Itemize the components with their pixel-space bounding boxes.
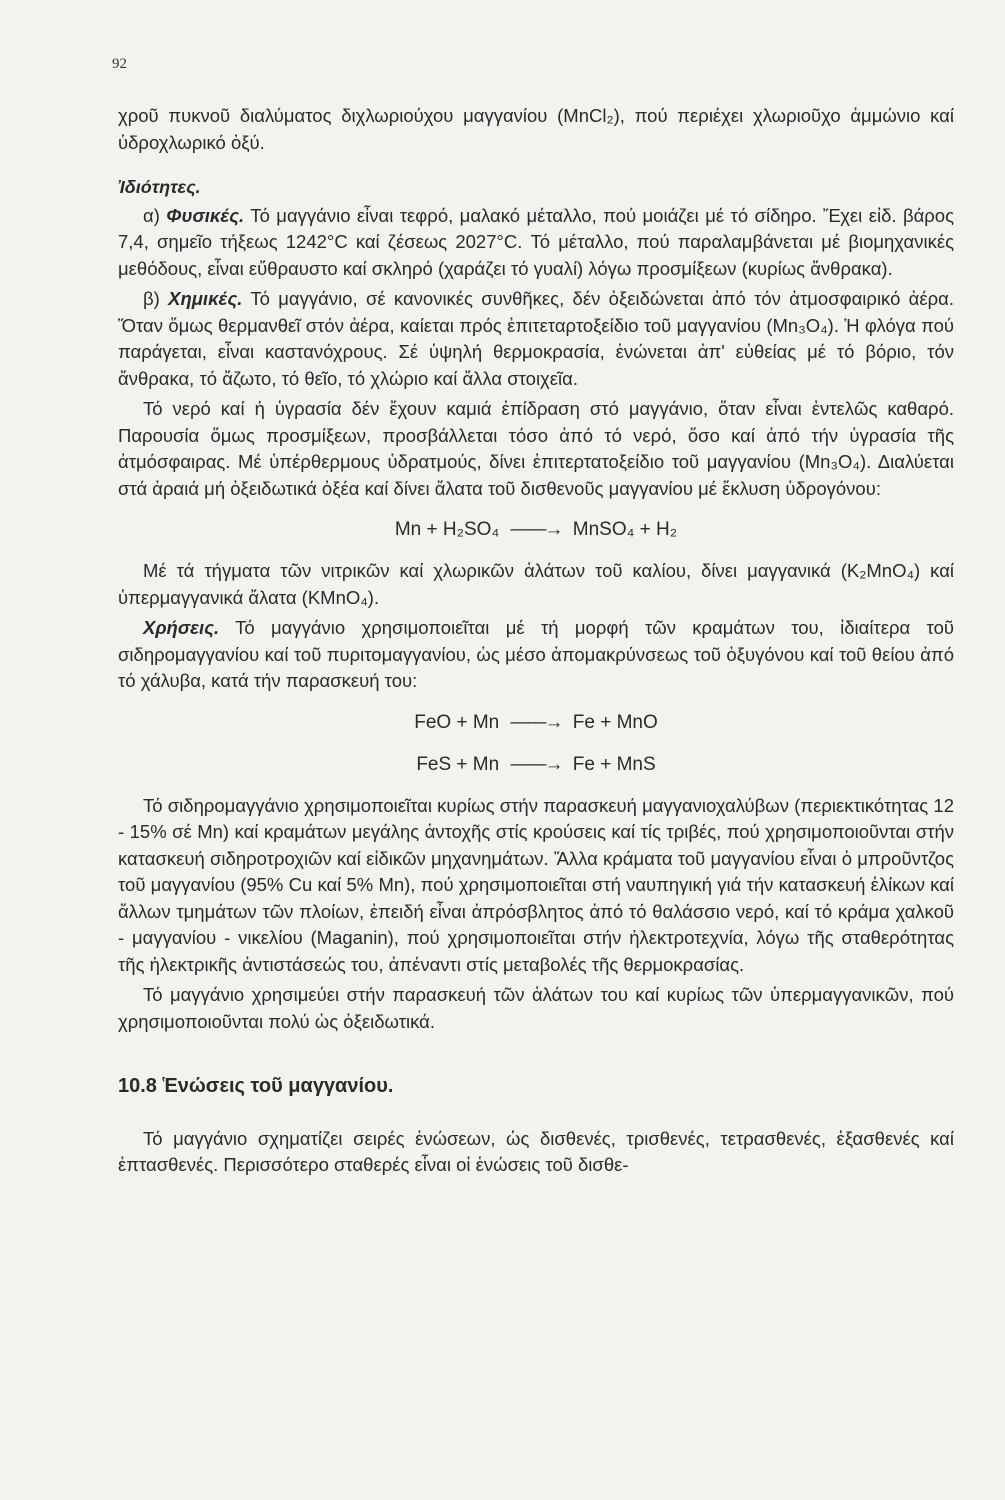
equation-right: Fe + MnS (572, 753, 656, 775)
paragraph-chemical (118, 286, 954, 392)
section-number: 10.8 (118, 1075, 157, 1097)
paragraph-ferromanganese: Τό σιδηρομαγγάνιο χρησιμοποιεῖται κυρίως στήν παρασκευή μαγγανιοχαλύβων (περιεκτικότητας 12 - 15% σέ Mn) καί κραμάτων μεγάλης ἀντοχῆς στίς κρούσεις καί τίς τριβές, πού χρησιμοποιοῦνται στήν κατασκευή σιδηροτροχιῶν καί εἰδικῶν μηχανημάτων. Ἄλλα κράματα τοῦ μαγγανίου εἶναι ὁ μπροῦντζος τοῦ μαγγανίου (95% Cu καί 5% Mn), πού χρησιμοποιεῖται στή ναυπηγική γιά τήν κατασκευή ἑλίκων καί ἄλλων τμημάτων τῶν πλοίων, ἐπειδή εἶναι ἀπρόσβλητος ἀπό τό θαλάσσιο νερό, καί τό κράμα χαλκοῦ - μαγγανίου - νικελίου (Maganin), πού χρησιμοποιεῖται στήν ἠλεκτροτεχνία, λόγω τῆς σταθερότητας τῆς ἠλεκτρικῆς ἀντιστάσεώς του, ἀπέναντι στίς μεταβολές τῆς θερμοκρασίας. (118, 794, 954, 975)
equation-left: Mn + H₂SO₄ (394, 519, 500, 540)
equation-right: Fe + MnO (572, 711, 658, 733)
chemical-title: Χημικές. (168, 288, 243, 309)
chemical-label: β) (143, 288, 160, 309)
equation-feo-mn (118, 709, 954, 737)
uses-text: Τό μαγγάνιο χρησιμοποιεῖται μέ τή μορφή τῶν κραμάτων του, ἰδιαίτερα τοῦ σιδηρομαγγανίου καί τοῦ πυριτομαγγανίου, ὡς μέσο ἀπομακρύνσεως τοῦ ὀξυγόνου καί τοῦ θείου ἀπό τό χάλυβα, κατά τήν παρασκευή του: (118, 617, 954, 691)
uses-title: Χρήσεις. (143, 617, 220, 638)
page-body (118, 103, 954, 1183)
section-heading (118, 1073, 954, 1100)
paragraph-intro: χροῦ πυκνοῦ διαλύματος διχλωριούχου μαγγανίου (MnCl₂), πού περιέχει χλωριοῦχο ἀμμώνιο καί ὑδροχλωρικό ὀξύ. (118, 105, 954, 153)
equation-left: FeO + Mn (414, 711, 500, 733)
equation-left: FeS + Mn (416, 753, 500, 775)
properties-heading: Ἰδιότητες. (118, 177, 201, 197)
page-number: 92 (112, 56, 127, 72)
reaction-arrow-icon: ——→ (510, 519, 562, 540)
paragraph-uses (118, 615, 954, 695)
section-title: Ἑνώσεις τοῦ μαγγανίου. (162, 1075, 394, 1097)
paragraph-water: Τό νερό καί ἡ ὑγρασία δέν ἔχουν καμιά ἐπίδραση στό μαγγάνιο, ὅταν εἶναι ἐντελῶς καθαρό. Παρουσία ὅμως προσμίξεων, προσβάλλεται τόσο ἀπό τό νερό, ὅσο καί ἀπό τήν ὑγρασία τῆς ἀτμόσφαιρας. Μέ ὑπέρθερμους ὑδρατμούς, δίνει ἐπιτερτατοξείδιο τοῦ μαγγανίου (Mn₃O₄). Διαλύεται στά ἀραιά μή ὀξειδωτικά ὀξέα καί δίνει ἄλατα τοῦ δισθενοῦς μαγγανίου μέ ἔκλυση ὑδρογόνου: (118, 398, 954, 499)
physical-text: Τό μαγγάνιο εἶναι τεφρό, μαλακό μέταλλο, πού μοιάζει μέ τό σίδηρο. Ἔχει εἰδ. βάρος 7,4, σημεῖο τήξεως 1242°C καί ζέσεως 2027°C. Τό μέταλλο, πού παραλαμβάνεται μέ βιομηχανικές μεθόδους, εἶναι εὔθραυστο καί σκληρό (χαράζει τό γυαλί) λόγω προσμίξεων (κυρίως ἄνθρακα). (118, 204, 955, 279)
paragraph-salts: Τό μαγγάνιο χρησιμεύει στήν παρασκευή τῶν ἀλάτων του καί κυρίως τῶν ὑπερμαγγανικῶν, πού χρησιμοποιοῦνται πολύ ὡς ὀξειδωτικά. (118, 984, 954, 1032)
paragraph-compounds: Τό μαγγάνιο σχηματίζει σειρές ἑνώσεων, ὡς δισθενές, τρισθενές, τετρασθενές, ἑξασθενές καί ἑπτασθενές. Περισσότερο σταθερές εἶναι οἱ ἑνώσεις τοῦ δισθε- (118, 1127, 954, 1175)
physical-label: α) (143, 204, 160, 226)
equation-right: MnSO₄ + H₂ (572, 519, 678, 540)
equation-mn-h2so4 (118, 516, 954, 544)
chemical-text: Τό μαγγάνιο, σέ κανονικές συνθῆκες, δέν ὀξειδώνεται ἀπό τόν ἀτμοσφαιρικό ἀέρα. Ὅταν ὅμως θερμανθεῖ στόν ἀέρα, καίεται πρός ἐπιτεταρτοξείδιο τοῦ μαγγανίου (Mn₃O₄). Ἡ φλόγα πού παράγεται, εἶναι καστανόχρους. Σέ ὑψηλή θερμοκρασία, ἑνώνεται ἀπ' εὐθείας μέ τό βόριο, τόν ἄνθρακα, τό ἄζωτο, τό θεῖο, τό χλώριο καί ἄλλα στοιχεῖα. (118, 288, 954, 389)
paragraph-nitrate: Μέ τά τήγματα τῶν νιτρικῶν καί χλωρικῶν ἀλάτων τοῦ καλίου, δίνει μαγγανικά (K₂MnO₄) καί ὑπερμαγγανικά ἄλατα (KMnO₄). (118, 560, 954, 608)
reaction-arrow-icon: ——→ (510, 753, 562, 775)
reaction-arrow-icon: ——→ (510, 711, 562, 733)
equation-fes-mn (118, 751, 954, 779)
physical-title: Φυσικές. (166, 204, 245, 226)
paragraph-physical (118, 203, 954, 283)
